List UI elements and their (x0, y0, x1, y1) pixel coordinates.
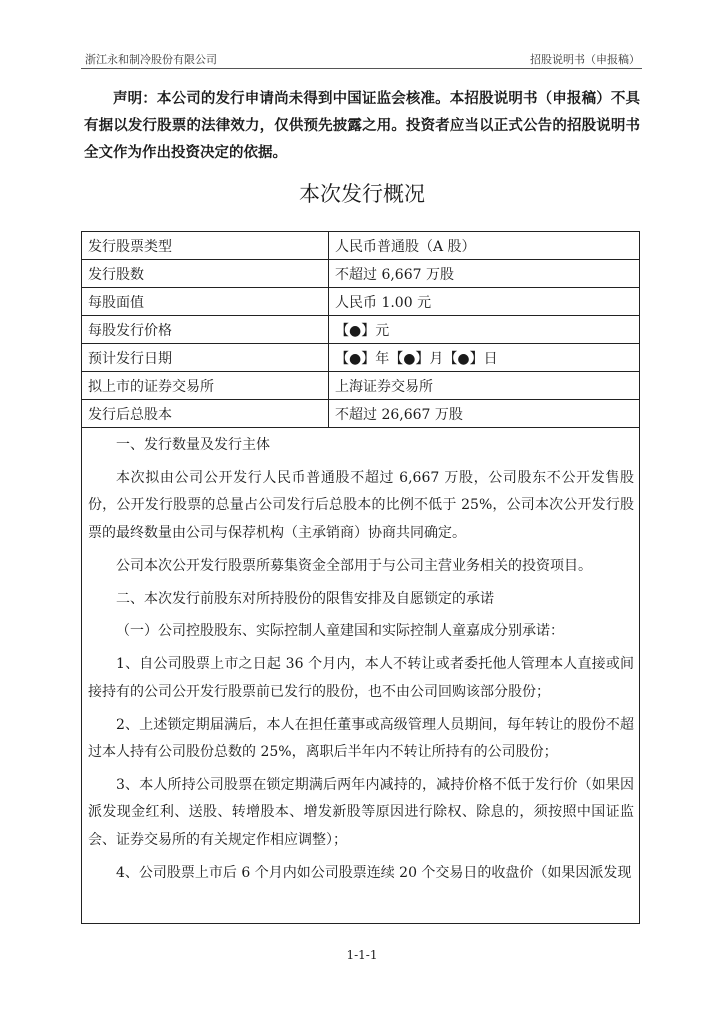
paragraph-issuance-amount: 本次拟由公司公开发行人民币普通股不超过 6,667 万股，公司股东不公开发售股份，公开发行股票的总量占公司发行后总股本的比例不低于 25%，公司本次公开发行股票的最终数量由公司与保荐机构（主承销商）协商共同确定。 (88, 469, 634, 541)
disclaimer-notice: 声明：本公司的发行申请尚未得到中国证监会核准。本招股说明书（申报稿）不具有据以发行股票的法律效力，仅供预先披露之用。投资者应当以正式公告的招股说明书全文作为作出投资决定的依据。 (84, 91, 640, 161)
header-company: 浙江永和制冷股份有限公司 (85, 53, 217, 66)
row-value: 上海证券交易所 (329, 372, 640, 400)
commitment-item-3: 3、本人所持公司股票在锁定期满后两年内减持的，减持价格不低于发行价（如果因派发现金红利、送股、转增股本、增发新股等原因进行除权、除息的，须按照中国证监会、证券交易所的有关规定作相应调整）； (88, 776, 634, 848)
row-key: 拟上市的证券交易所 (82, 372, 329, 400)
row-value: 【●】年【●】月【●】日 (329, 344, 640, 372)
row-value: 不超过 26,667 万股 (329, 400, 640, 428)
row-key: 发行后总股本 (82, 400, 329, 428)
header-doc-type: 招股说明书（申报稿） (530, 53, 640, 66)
row-key: 预计发行日期 (82, 344, 329, 372)
commitment-item-2: 2、上述锁定期届满后，本人在担任董事或高级管理人员期间，每年转让的股份不超过本人持有公司股份总数的 25%，离职后半年内不转让所持有的公司股份； (88, 716, 634, 761)
offering-details (88, 432, 634, 893)
table-row (82, 400, 640, 428)
page-header (81, 50, 642, 69)
table-row (82, 288, 640, 316)
table-row (82, 372, 640, 400)
row-value: 不超过 6,667 万股 (329, 260, 640, 288)
commitment-item-4: 4、公司股票上市后 6 个月内如公司股票连续 20 个交易日的收盘价（如果因派发现 (116, 864, 632, 881)
section-heading-issuance: 一、发行数量及发行主体 (116, 437, 270, 453)
subsection-heading-controlling-shareholders: （一）公司控股股东、实际控制人童建国和实际控制人童嘉成分别承诺： (116, 623, 564, 640)
table-row (82, 316, 640, 344)
table-row (82, 260, 640, 288)
row-value: 人民币普通股（A 股） (329, 232, 640, 260)
paragraph-use-of-proceeds: 公司本次公开发行股票所募集资金全部用于与公司主营业务相关的投资项目。 (116, 557, 592, 574)
page-number: 1-1-1 (346, 948, 378, 962)
row-key: 发行股票类型 (82, 232, 329, 260)
section-heading-lockup: 二、本次发行前股东对所持股份的限售安排及自愿锁定的承诺 (116, 590, 494, 607)
page-title: 本次发行概况 (299, 182, 425, 206)
row-key: 每股面值 (82, 288, 329, 316)
row-value: 【●】元 (329, 316, 640, 344)
commitment-item-1: 1、自公司股票上市之日起 36 个月内，本人不转让或者委托他人管理本人直接或间接持有的公司公开发行股票前已发行的股份，也不由公司回购该部分股份； (88, 656, 634, 700)
row-key: 发行股数 (82, 260, 329, 288)
row-value: 人民币 1.00 元 (329, 288, 640, 316)
table-row (82, 232, 640, 260)
row-key: 每股发行价格 (82, 316, 329, 344)
offering-summary-table (81, 231, 640, 428)
table-row (82, 344, 640, 372)
